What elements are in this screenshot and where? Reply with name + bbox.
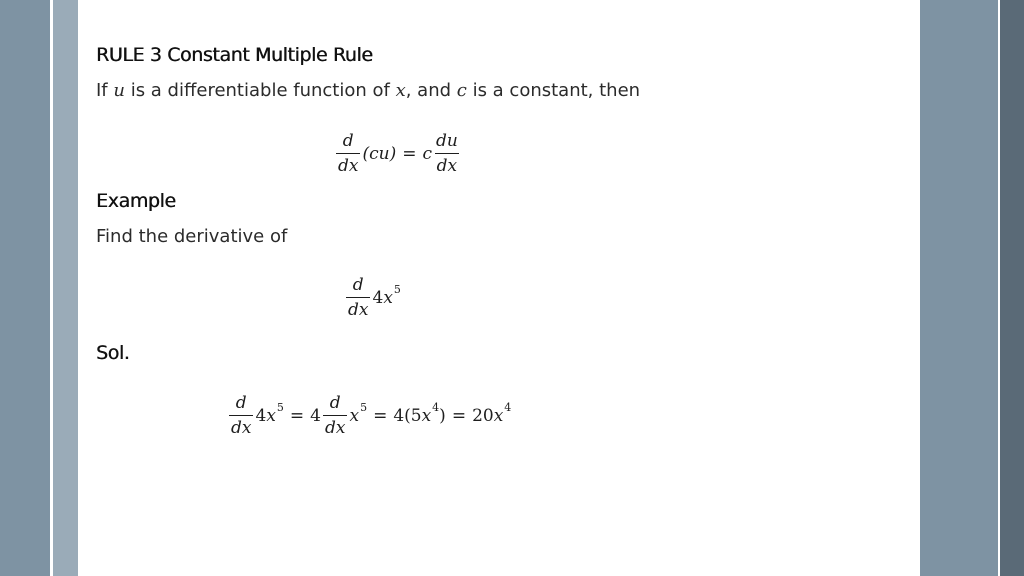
right-edge-band — [1000, 0, 1024, 576]
statement-var-c: c — [456, 80, 467, 101]
solution-equals-2: = — [373, 405, 388, 426]
example-numerator: d — [352, 275, 364, 295]
solution-term-3-prefix: 4(5 — [393, 405, 422, 426]
example-variable: x — [383, 287, 393, 308]
solution-term-2-coefficient: 4 — [310, 405, 321, 426]
solution-fraction-1-numerator: d — [235, 393, 247, 413]
left-inner-band — [53, 0, 78, 576]
solution-fraction-1 — [229, 394, 253, 437]
example-coefficient: 4 — [372, 287, 384, 308]
statement-text-4: is a constant, then — [466, 80, 641, 101]
solution-term-2-variable: x — [349, 405, 360, 426]
example-expression — [344, 276, 401, 319]
example-denominator: dx — [346, 297, 370, 319]
formula-constant: c — [422, 143, 432, 164]
example-exponent: 5 — [393, 283, 401, 296]
solution-steps — [227, 394, 511, 437]
solution-term-2-exponent: 5 — [360, 401, 368, 414]
example-heading: Example — [96, 190, 176, 212]
formula-equals: = — [402, 143, 417, 164]
solution-equals-3: = — [451, 405, 467, 426]
formula-rhs-denominator: dx — [435, 153, 459, 175]
solution-result-coefficient: 20 — [472, 405, 494, 426]
statement-var-x: x — [395, 80, 406, 101]
example-fraction — [346, 276, 370, 319]
rule-title: RULE 3 Constant Multiple Rule — [96, 44, 373, 66]
formula-lhs-numerator: d — [342, 131, 354, 151]
statement-text-3: , and — [405, 80, 457, 101]
formula-lhs-denominator: dx — [336, 153, 360, 175]
solution-term-1-exponent: 5 — [276, 401, 284, 414]
solution-term-1-coefficient: 4 — [255, 405, 267, 426]
rule-statement — [96, 80, 640, 101]
formula-lhs-fraction — [336, 132, 360, 175]
left-side-band — [0, 0, 50, 576]
solution-fraction-2-numerator: d — [329, 393, 341, 413]
formula-rhs-fraction — [434, 132, 460, 175]
right-side-band — [920, 0, 998, 576]
statement-text-2: is a differentiable function of — [124, 80, 396, 101]
solution-term-3-variable: x — [421, 405, 432, 426]
solution-term-3-exponent: 4 — [432, 401, 440, 414]
statement-var-u: u — [113, 80, 125, 101]
solution-term-3-suffix: ) — [439, 405, 446, 426]
solution-heading: Sol. — [96, 342, 130, 364]
solution-result-variable: x — [493, 405, 504, 426]
solution-fraction-1-denominator: dx — [229, 415, 253, 437]
example-prompt: Find the derivative of — [96, 226, 288, 247]
statement-text-1: If — [96, 80, 114, 101]
formula-rhs-numerator: du — [436, 131, 458, 151]
rule-formula — [334, 132, 462, 175]
solution-fraction-2-denominator: dx — [323, 415, 347, 437]
solution-result-exponent: 4 — [504, 401, 512, 414]
formula-lhs-argument: (cu) — [362, 143, 397, 164]
solution-equals-1: = — [289, 405, 305, 426]
solution-term-1-variable: x — [266, 405, 276, 426]
solution-fraction-2 — [323, 394, 347, 437]
